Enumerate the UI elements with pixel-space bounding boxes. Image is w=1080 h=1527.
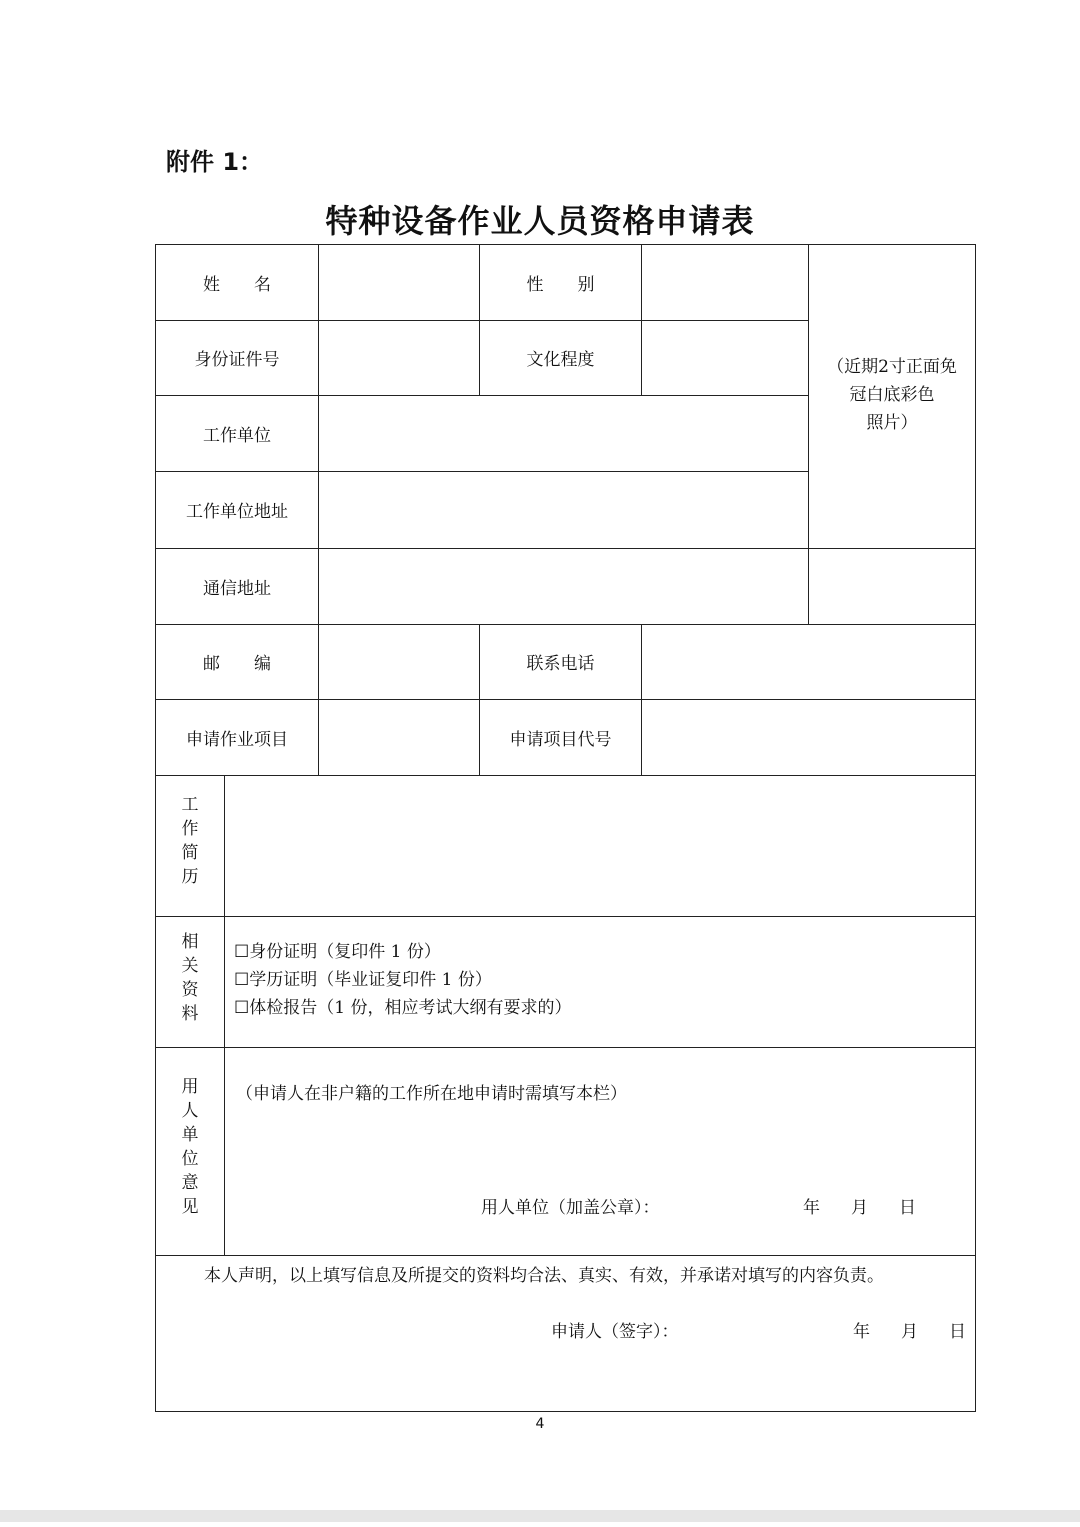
form-title: 特种设备作业人员资格申请表 [325,202,755,240]
row-divider [156,916,975,917]
row-divider [156,1047,975,1048]
label-education: 文化程度 [526,350,595,370]
label-char: 料 [181,1004,199,1024]
employer-date-year: 年 [803,1198,820,1218]
materials-checklist [234,938,571,1022]
work-history-input[interactable] [225,776,975,916]
label-work-unit-address: 工作单位地址 [186,502,288,522]
declaration-date-day: 日 [949,1322,966,1342]
education-input[interactable] [642,320,808,395]
checkbox-id-proof[interactable]: ☐身份证明（复印件 1 份） [234,942,441,962]
label-char: 用 [181,1077,199,1097]
label-postcode: 邮编 [203,654,305,674]
checkbox-medical-report[interactable]: ☐体检报告（1 份，相应考试大纲有要求的） [234,998,572,1018]
id-number-input[interactable] [319,320,479,395]
label-id-number: 身份证件号 [194,350,280,370]
mailing-address-input[interactable] [319,548,808,624]
employer-date-month: 月 [851,1198,868,1218]
label-phone: 联系电话 [526,654,595,674]
applicant-sign-label: 申请人（签字）： [551,1322,679,1342]
row-divider [156,1255,975,1256]
apply-item-code-input[interactable] [642,699,975,775]
label-char: 意 [181,1173,199,1193]
label-char: 关 [181,956,199,976]
photo-note-line: 照片） [866,413,918,433]
photo-note-line: （近期2寸正面免 [827,357,957,377]
label-char: 人 [181,1101,199,1121]
label-gender: 性别 [526,275,629,295]
scan-edge [0,1510,1080,1522]
employer-seal-label: 用人单位（加盖公章）： [481,1198,660,1218]
employer-opinion-note: （申请人在非户籍的工作所在地申请时需填写本栏） [236,1084,627,1104]
label-char: 见 [181,1197,199,1217]
label-char: 历 [181,867,199,887]
phone-input[interactable] [642,624,975,699]
postcode-input[interactable] [319,624,479,699]
label-char: 相 [181,932,199,952]
label-char: 资 [181,980,199,1000]
label-apply-item-code: 申请项目代号 [509,729,612,750]
photo-placeholder [809,353,975,437]
employer-date-day: 日 [899,1198,916,1218]
page-number: 4 [535,1416,545,1432]
label-employer-opinion [175,1075,205,1219]
label-char: 作 [181,819,199,839]
application-form [155,244,976,1412]
label-work-history [175,793,205,889]
label-char: 工 [181,795,199,815]
work-unit-input[interactable] [319,395,808,471]
work-unit-address-input[interactable] [319,471,808,548]
label-char: 单 [181,1125,199,1145]
photo-note-line: 冠白底彩色 [849,385,935,405]
label-name: 姓名 [203,275,305,295]
checkbox-education-proof[interactable]: ☐学历证明（毕业证复印件 1 份） [234,970,492,990]
declaration-date-year: 年 [853,1322,870,1342]
declaration-text: 本人声明，以上填写信息及所提交的资料均合法、真实、有效，并承诺对填写的内容负责。 [204,1266,884,1286]
label-char: 简 [181,843,199,863]
label-char: 位 [181,1149,199,1169]
gender-input[interactable] [642,245,808,320]
label-mailing-address: 通信地址 [203,578,271,599]
label-materials [175,930,205,1026]
attachment-label: 附件 1： [166,148,264,176]
label-apply-item: 申请作业项目 [186,729,288,750]
label-work-unit: 工作单位 [203,425,271,446]
name-input[interactable] [319,245,479,320]
declaration-date-month: 月 [901,1322,918,1342]
apply-item-input[interactable] [319,699,479,775]
